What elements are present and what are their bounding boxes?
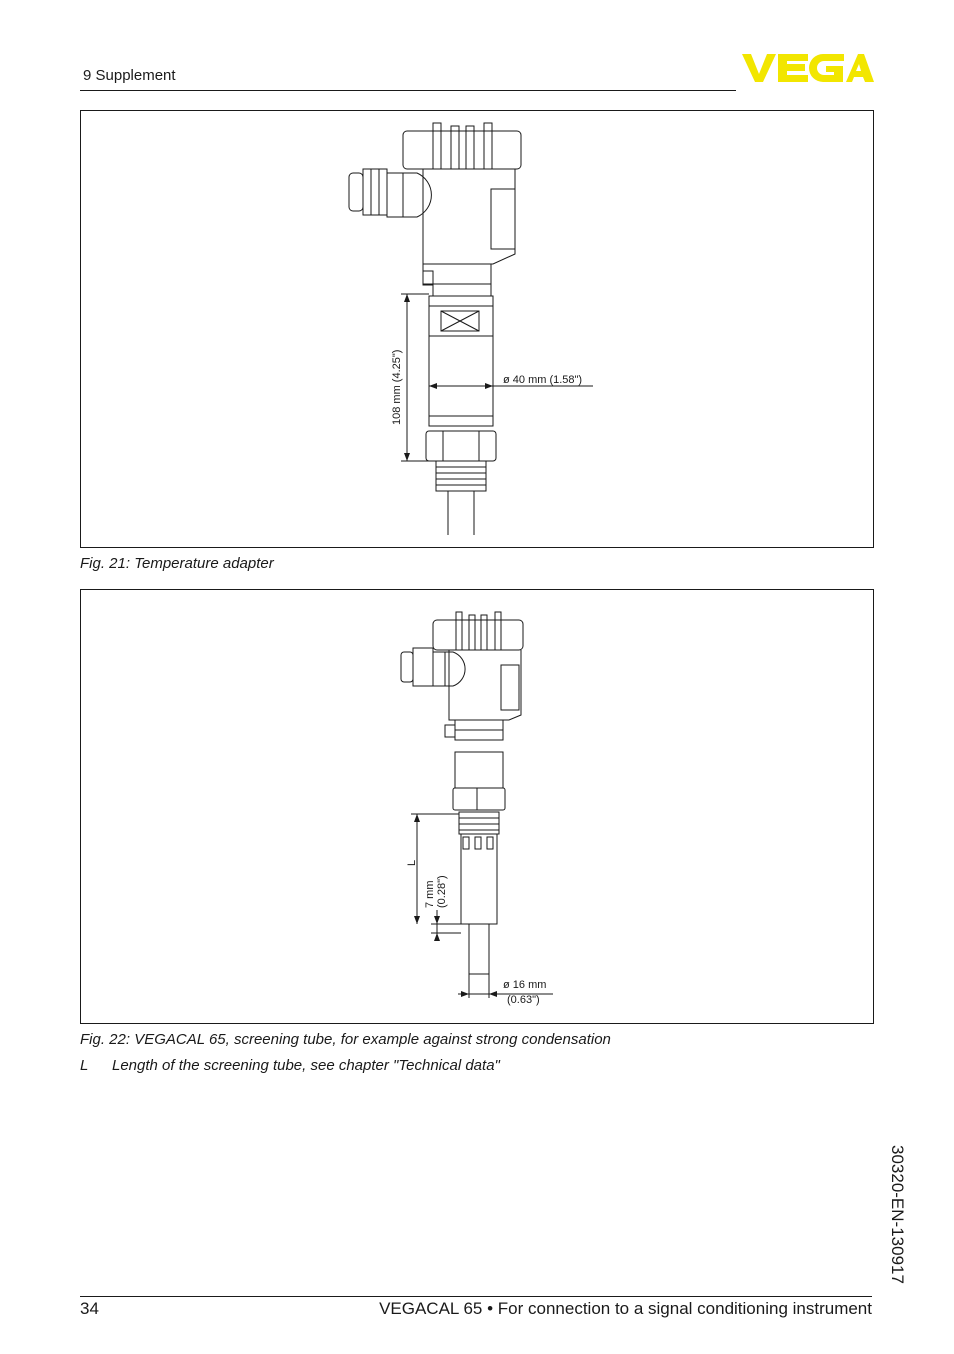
document-code: 30320-EN-130917 [888, 1145, 907, 1284]
fig22-7mm-inch-label: (0.28") [436, 875, 448, 908]
screening-tube-drawing [81, 590, 873, 1023]
fig21-length-label: 108 mm (4.25") [391, 349, 403, 425]
footer-title: VEGACAL 65 • For connection to a signal conditioning instrument [379, 1299, 872, 1318]
fig22-16mm-inch-label: (0.63") [507, 994, 540, 1006]
section-title: 9 Supplement [83, 67, 176, 84]
legend-key: L [80, 1057, 89, 1074]
figure-22-frame [80, 589, 874, 1024]
vega-logo [742, 52, 874, 84]
fig21-diameter-label: ø 40 mm (1.58") [503, 374, 583, 386]
fig22-7mm-label: 7 mm [424, 880, 436, 908]
fig22-L-label: L [406, 859, 418, 866]
fig22-16mm-label: ø 16 mm [503, 979, 547, 991]
footer-rule [80, 1296, 872, 1297]
page-number: 34 [80, 1299, 99, 1318]
temperature-adapter-drawing [81, 111, 873, 547]
legend-text: Length of the screening tube, see chapter "Technical data" [112, 1057, 500, 1074]
figure-21-frame [80, 110, 874, 548]
fig22-caption: Fig. 22: VEGACAL 65, screening tube, for example against strong condensation [80, 1031, 611, 1048]
fig21-caption: Fig. 21: Temperature adapter [80, 555, 274, 572]
header-rule [80, 90, 736, 91]
